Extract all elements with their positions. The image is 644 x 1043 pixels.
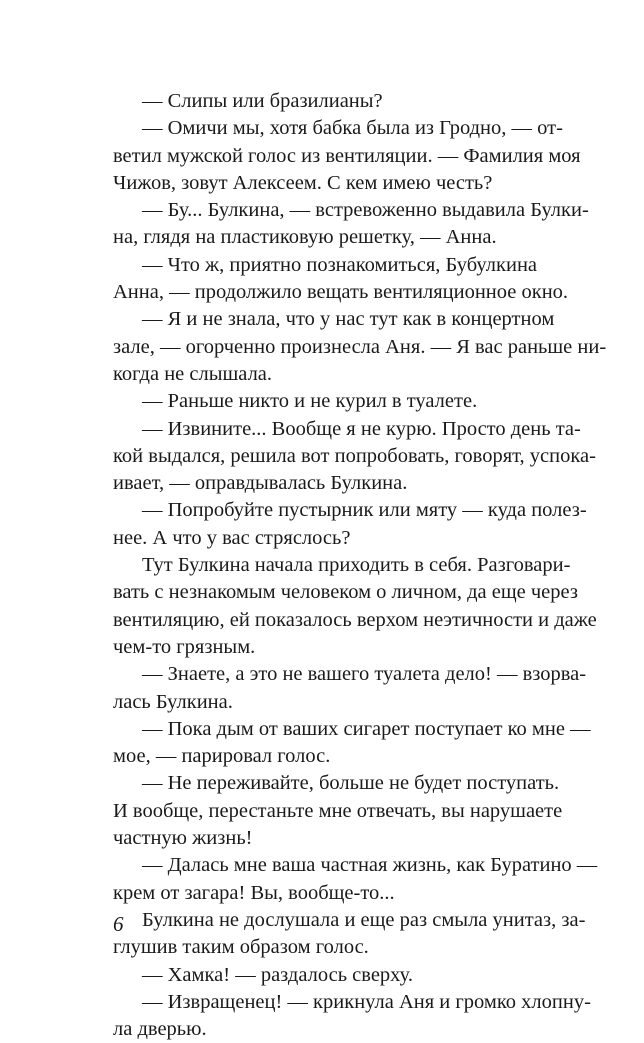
text-line: ивает, — оправдывалась Булкина. xyxy=(113,472,408,495)
text-line: Булкина не дослушала и еще раз смыла унитаз, за- xyxy=(142,908,586,931)
text-line: нее. А что у вас стряслось? xyxy=(113,526,351,549)
text-line: — Не переживайте, больше не будет поступать. xyxy=(142,772,560,795)
text-line: крем от загара! Вы, вообще-то... xyxy=(113,881,395,904)
text-line: зале, — огорченно произнесла Аня. — Я вас раньше ни- xyxy=(113,335,607,358)
text-line: Чижов, зовут Алексеем. С кем имею честь? xyxy=(113,171,493,194)
text-line: частную жизнь! xyxy=(113,827,253,850)
text-line: — Бу... Булкина, — встревоженно выдавила Булки- xyxy=(142,199,589,222)
text-line: ветил мужской голос из вентиляции. — Фамилия моя xyxy=(113,144,581,167)
text-line: вать с незнакомым человеком о личном, да еще через xyxy=(113,581,578,604)
text-line: — Хамка! — раздалось сверху. xyxy=(142,963,413,986)
text-line: Тут Булкина начала приходить в себя. Разговари- xyxy=(142,554,571,577)
text-line: — Извините... Вообще я не курю. Просто день та- xyxy=(142,417,581,440)
text-line: — Слипы или бразилианы? xyxy=(142,90,383,112)
text-line: на, глядя на пластиковую решетку, — Анна. xyxy=(113,226,497,249)
text-line: кой выдался, решила вот попробовать, говорят, успока- xyxy=(113,444,596,467)
text-line: — Знаете, а это не вашего туалета дело! — взорва- xyxy=(142,663,587,686)
text-line: — Раньше никто и не курил в туалете. xyxy=(142,390,478,413)
text-line: вентиляцию, ей показалось верхом неэтичности и даже xyxy=(113,608,597,631)
text-line: — Я и не знала, что у нас тут как в концертном xyxy=(142,308,555,331)
text-line: когда не слышала. xyxy=(113,362,273,385)
text-line: глушив таким образом голос. xyxy=(113,936,369,959)
text-line: — Далась мне ваша частная жизнь, как Буратино — xyxy=(142,854,598,877)
text-line: — Извращенец! — крикнула Аня и громко хлопну- xyxy=(142,990,591,1013)
text-line: — Пока дым от ваших сигарет поступает ко мне — xyxy=(142,717,591,740)
text-line: — Попробуйте пустырник или мяту — куда полез- xyxy=(142,499,587,522)
text-line: мое, — парировал голос. xyxy=(113,745,331,768)
page-number: 6 xyxy=(113,912,124,936)
text-line: — Что ж, приятно познакомиться, Бубулкина xyxy=(142,253,538,276)
text-line: лась Булкина. xyxy=(113,690,233,713)
text-line: — Омичи мы, хотя бабка была из Гродно, — от- xyxy=(142,117,563,140)
body-text xyxy=(113,88,607,1043)
text-line: Анна, — продолжило вещать вентиляционное окно. xyxy=(113,281,569,304)
text-line: И вообще, перестаньте мне отвечать, вы нарушаете xyxy=(113,799,563,822)
text-line: ла дверью. xyxy=(113,1018,207,1041)
text-line: чем-то грязным. xyxy=(113,635,256,658)
